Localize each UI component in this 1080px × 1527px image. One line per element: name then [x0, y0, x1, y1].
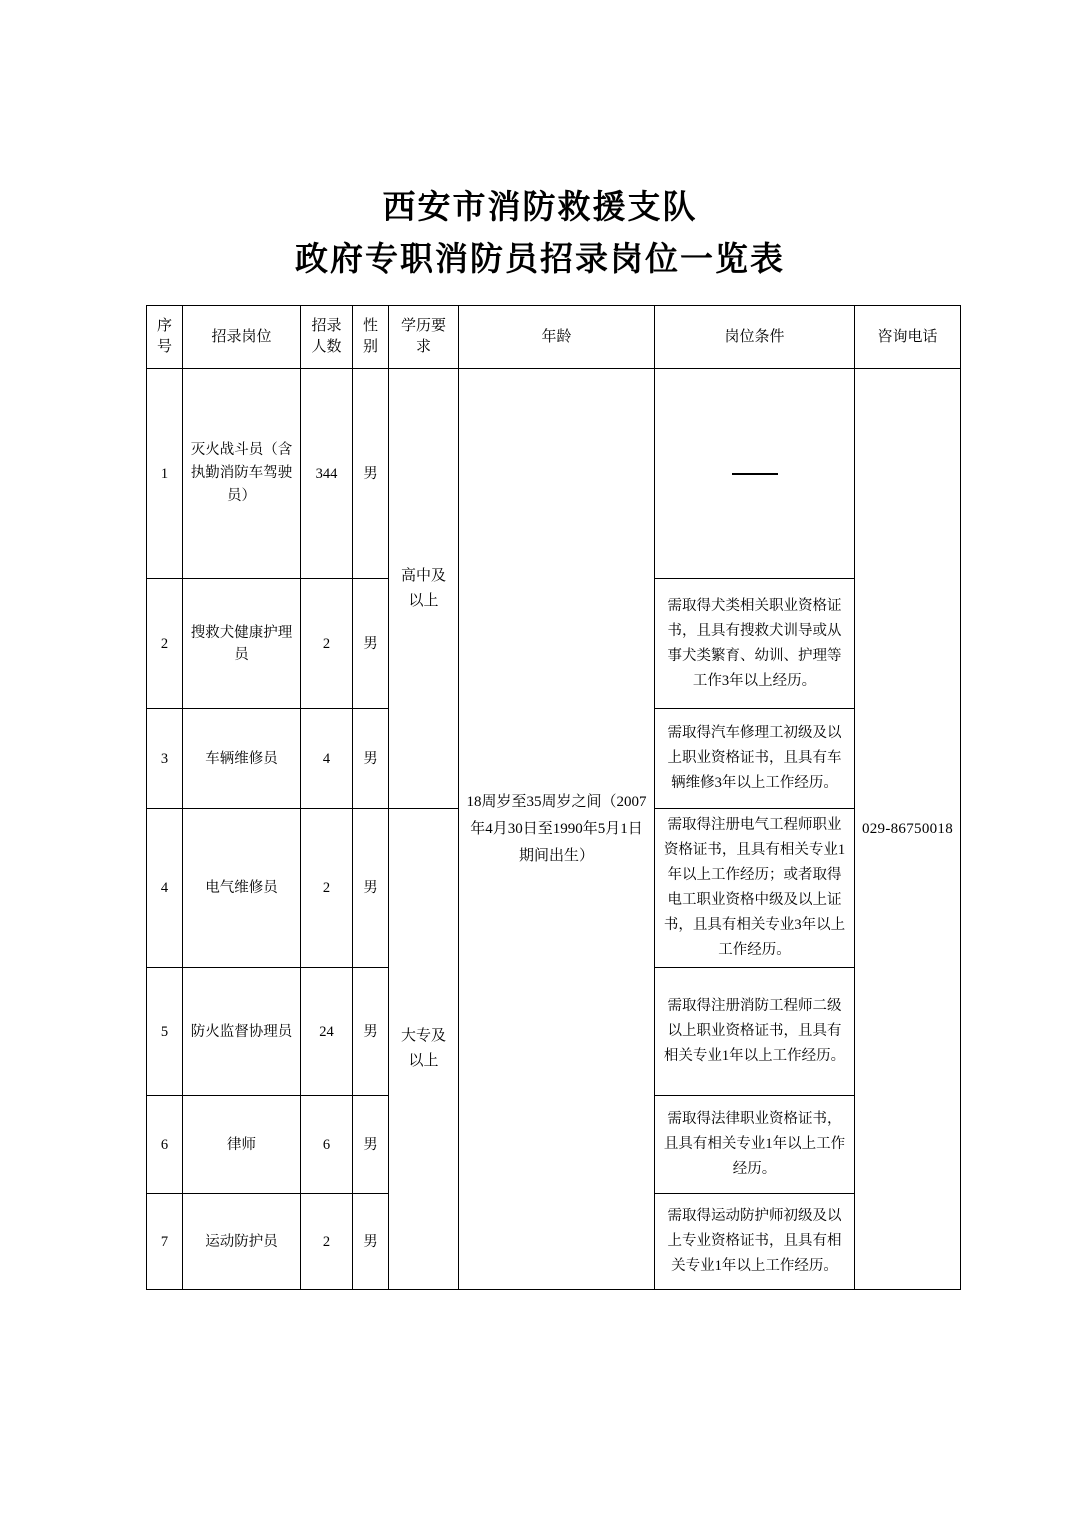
cell-post: 运动防护员 [183, 1194, 301, 1290]
cell-education-college: 大专及以上 [389, 809, 459, 1290]
cell-gender: 男 [353, 1096, 389, 1194]
cell-gender: 男 [353, 968, 389, 1096]
dash-mark [732, 473, 778, 475]
title-line-2: 政府专职消防员招录岗位一览表 [295, 242, 785, 278]
cell-count: 344 [301, 369, 353, 579]
cell-index: 1 [147, 369, 183, 579]
cell-index: 5 [147, 968, 183, 1096]
cell-condition [655, 369, 855, 579]
cell-post: 律师 [183, 1096, 301, 1194]
cell-post: 电气维修员 [183, 809, 301, 968]
cell-count: 2 [301, 579, 353, 709]
cell-phone: 029-86750018 [855, 369, 961, 1290]
cell-condition: 需取得注册电气工程师职业资格证书，且具有相关专业1年以上工作经历；或者取得电工职业资格中级及以上证书，且具有相关专业3年以上工作经历。 [655, 809, 855, 968]
column-header-age: 年龄 [459, 306, 655, 369]
jobs-table [146, 305, 961, 1290]
cell-condition: 需取得法律职业资格证书，且具有相关专业1年以上工作经历。 [655, 1096, 855, 1194]
cell-condition: 需取得汽车修理工初级及以上职业资格证书，且具有车辆维修3年以上工作经历。 [655, 709, 855, 809]
cell-post: 防火监督协理员 [183, 968, 301, 1096]
cell-count: 6 [301, 1096, 353, 1194]
cell-gender: 男 [353, 1194, 389, 1290]
column-header-index: 序号 [147, 306, 183, 369]
cell-post: 灭火战斗员（含执勤消防车驾驶员） [183, 369, 301, 579]
cell-condition: 需取得运动防护师初级及以上专业资格证书，且具有相关专业1年以上工作经历。 [655, 1194, 855, 1290]
column-header-count: 招录人数 [301, 306, 353, 369]
cell-gender: 男 [353, 579, 389, 709]
page-title [0, 182, 1080, 286]
jobs-table-container [146, 305, 954, 1290]
cell-count: 2 [301, 809, 353, 968]
cell-post: 车辆维修员 [183, 709, 301, 809]
column-header-education: 学历要求 [389, 306, 459, 369]
cell-condition: 需取得犬类相关职业资格证书，且具有搜救犬训导或从事犬类繁育、幼训、护理等工作3年以上经历。 [655, 579, 855, 709]
cell-index: 7 [147, 1194, 183, 1290]
table-row [147, 369, 961, 579]
cell-age-range: 18周岁至35周岁之间（2007年4月30日至1990年5月1日期间出生） [459, 369, 655, 1290]
column-header-phone: 咨询电话 [855, 306, 961, 369]
column-header-condition: 岗位条件 [655, 306, 855, 369]
column-header-gender: 性别 [353, 306, 389, 369]
cell-gender: 男 [353, 809, 389, 968]
table-header-row [147, 306, 961, 369]
cell-index: 3 [147, 709, 183, 809]
cell-post: 搜救犬健康护理员 [183, 579, 301, 709]
cell-count: 4 [301, 709, 353, 809]
cell-condition: 需取得注册消防工程师二级以上职业资格证书，且具有相关专业1年以上工作经历。 [655, 968, 855, 1096]
cell-count: 24 [301, 968, 353, 1096]
column-header-post: 招录岗位 [183, 306, 301, 369]
cell-count: 2 [301, 1194, 353, 1290]
cell-index: 4 [147, 809, 183, 968]
cell-gender: 男 [353, 369, 389, 579]
cell-education-high-school: 高中及以上 [389, 369, 459, 809]
cell-index: 2 [147, 579, 183, 709]
cell-index: 6 [147, 1096, 183, 1194]
title-line-1: 西安市消防救援支队 [382, 190, 698, 226]
cell-gender: 男 [353, 709, 389, 809]
